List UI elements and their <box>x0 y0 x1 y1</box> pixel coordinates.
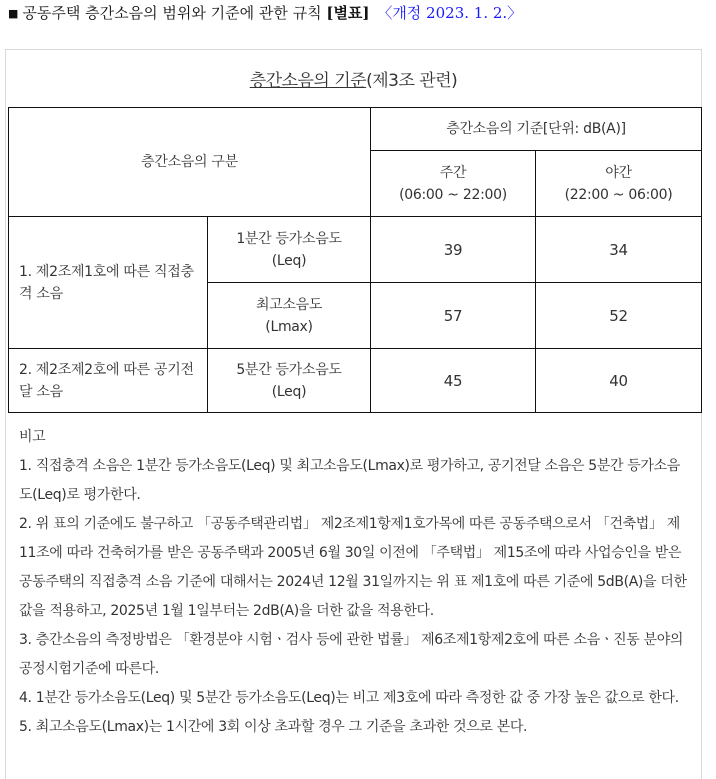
measure-unit: (Lmax) <box>265 318 313 335</box>
measure-cell <box>208 217 371 283</box>
measure-cell <box>208 349 371 413</box>
document-title-suffix: (제3조 관련) <box>366 71 458 91</box>
amendment-date-link[interactable]: 〈개정 2023. 1. 2.〉 <box>377 4 523 22</box>
measure-name: 1분간 등가소음도 <box>236 230 342 247</box>
measure-unit: (Leq) <box>271 383 307 400</box>
remark-item-5: 5. 최고소음도(Lmax)는 1시간에 3회 이상 초과할 경우 그 기준을 초과한 것으로 본다. <box>19 719 528 735</box>
remarks-heading: 비고 <box>19 429 46 445</box>
header-daytime <box>371 151 536 217</box>
header-nighttime <box>536 151 702 217</box>
daytime-hours: (06:00 ~ 22:00) <box>399 186 507 203</box>
nighttime-value: 34 <box>536 217 702 283</box>
nighttime-value: 40 <box>536 349 702 413</box>
nighttime-value: 52 <box>536 283 702 349</box>
appendix-document <box>5 49 702 779</box>
daytime-value: 45 <box>371 349 536 413</box>
daytime-label: 주간 <box>439 164 467 181</box>
document-title-main: 층간소음의 기준 <box>249 71 367 91</box>
table-row <box>9 349 702 413</box>
square-bullet-icon: ■ <box>8 7 19 20</box>
measure-name: 최고소음도 <box>255 296 323 313</box>
noise-standard-table <box>8 107 702 413</box>
regulation-heading <box>8 1 522 25</box>
remark-item-2: 2. 위 표의 기준에도 불구하고 「공동주택관리법」 제2조제1항제1호가목에 따른 공동주택으로서 「건축법」 제11조에 따라 건축허가를 받은 공동주택과 2005년 6월 30일 이전에 「주택법」 제15조에 따라 사업승인을 받은 공동주택의 직접충격 소음 기준에 대해서는 2024년 12월 31일까지는 위 표 제1호에 따른 기준에 5dB(A)을 더한 값을 적용하고, 2025년 1월 1일부터는 2dB(A)을 더한 값을 적용한다. <box>19 516 687 619</box>
appendix-label: [별표] <box>326 4 370 22</box>
nighttime-label: 야간 <box>605 164 632 181</box>
regulation-title: 공동주택 층간소음의 범위와 기준에 관한 규칙 <box>22 4 322 22</box>
measure-name: 5분간 등가소음도 <box>236 361 342 378</box>
category-direct-impact: 1. 제2조제1호에 따른 직접충격 소음 <box>9 217 208 349</box>
remark-item-4: 4. 1분간 등가소음도(Leq) 및 5분간 등가소음도(Leq)는 비고 제3호에 따라 측정한 값 중 가장 높은 값으로 한다. <box>19 690 679 706</box>
remarks-section <box>19 423 693 742</box>
remark-item-3: 3. 층간소음의 측정방법은 「환경분야 시험ㆍ검사 등에 관한 법률」 제6조제1항제2호에 따른 소음ㆍ진동 분야의 공정시험기준에 따른다. <box>19 632 684 677</box>
table-row <box>9 217 702 283</box>
header-standard: 층간소음의 기준[단위: dB(A)] <box>371 108 702 151</box>
measure-cell <box>208 283 371 349</box>
document-title <box>6 66 701 91</box>
measure-unit: (Leq) <box>271 252 307 269</box>
category-airborne: 2. 제2조제2호에 따른 공기전달 소음 <box>9 349 208 413</box>
header-category: 층간소음의 구분 <box>9 108 371 217</box>
daytime-value: 57 <box>371 283 536 349</box>
daytime-value: 39 <box>371 217 536 283</box>
remark-item-1: 1. 직접충격 소음은 1분간 등가소음도(Leq) 및 최고소음도(Lmax)로 평가하고, 공기전달 소음은 5분간 등가소음도(Leq)로 평가한다. <box>19 458 680 503</box>
nighttime-hours: (22:00 ~ 06:00) <box>564 186 673 203</box>
